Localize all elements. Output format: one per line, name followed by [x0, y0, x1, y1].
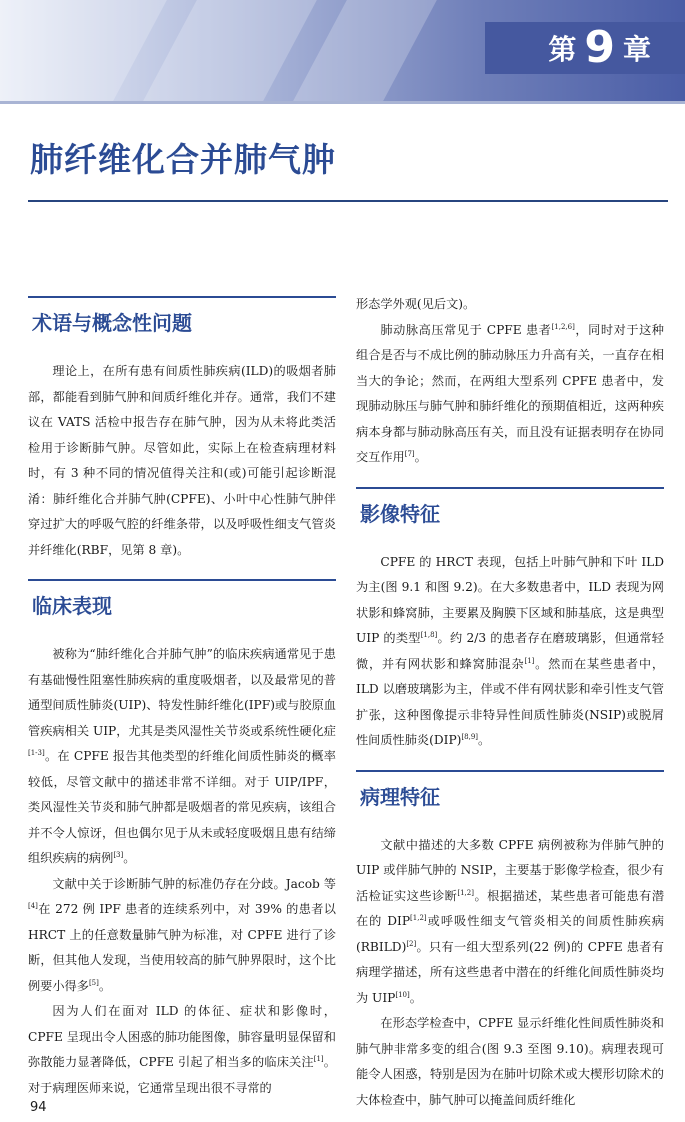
citation: [2] [406, 939, 417, 948]
section-heading-imaging: 影像特征 [356, 487, 664, 528]
paragraph: 被称为“肺纤维化合并肺气肿”的临床疾病通常见于患有基础慢性阻塞性肺疾病的重度吸烟者，以及最常见的普通型间质性肺炎(UIP)、特发性肺纤维化(IPF)或与胶原血管疾病相关 UIP，尤其是类风湿性关节炎或系统性硬化症[1-3]。在 CPFE 报告其他类型的纤维化间质性肺炎的概率较低，尽管文献中的描述非常不详细。对于 UIP/IPF，类风湿性关节炎和肺气肿都是吸烟者的常见疾病，该组合并不令人惊讶，但也偶尔见于从未或轻度吸烟且患有结缔组织疾病的病例[3]。 [28, 647, 336, 865]
section-heading-pathology: 病理特征 [356, 770, 664, 811]
citation: [8,9] [461, 732, 479, 741]
paragraph: 因为人们在面对 ILD 的体征、症状和影像时，CPFE 呈现出令人困惑的肺功能图像，肺容量明显保留和弥散能力显著降低，CPFE 引起了相当多的临床关注[1]。对于病理医师来说，它通常呈现出很不寻常的 [28, 1004, 336, 1095]
paragraph: 肺动脉高压常见于 CPFE 患者[1,2,6]，同时对于这种组合是否与不成比例的肺动脉压力升高有关，一直存在相当大的争论；然而，在两组大型系列 CPFE 患者中，发现肺动脉压与肺气肿和肺纤维化的预期值相近，这两种疾病本身都与肺动脉高压有关，而且没有证据表明存在协同交互作用[7]。 [356, 322, 664, 464]
paragraph: 文献中关于诊断肺气肿的标准仍存在分歧。Jacob 等[4]在 272 例 IPF 患者的连续系列中，对 39% 的患者以 HRCT 上的任意数量肺气肿为标准，对 CPFE 进行了诊断，但其他人发现，当使用较高的肺气肿界限时，这个比例要小得多[5]。 [28, 876, 336, 993]
banner-underline [0, 101, 685, 104]
citation: [1] [313, 1054, 324, 1063]
chapter-banner [0, 0, 685, 101]
left-column [28, 296, 336, 1101]
citation: [1,2] [410, 913, 427, 922]
right-column [356, 292, 664, 1113]
paragraph: CPFE 的 HRCT 表现，包括上叶肺气肿和下叶 ILD 为主(图 9.1 和图 9.2)。在大多数患者中，ILD 表现为网状影和蜂窝肺，主要累及胸膜下区域和肺基底，这是典型 UIP 的类型[1,8]。约 2/3 的患者存在磨玻璃影，但通常轻微，并有网状影和蜂窝肺混杂[1]。然而在某些患者中，ILD 以磨玻璃影为主，伴或不伴有网状影和牵引性支气管扩张，这种图像提示非特异性间质性肺炎(NSIP)或脱屑性间质性肺炎(DIP)[8,9]。 [356, 554, 665, 747]
citation: [5] [88, 978, 99, 987]
citation: [1,8] [420, 630, 438, 639]
paragraph: 理论上，在所有患有间质性肺疾病(ILD)的吸烟者肺部，都能看到肺气肿和间质纤维化并存。通常，我们不建议在 VATS 活检中报告存在肺气肿，因为从未将此类活检用于诊断肺气肿。尽管如此，实际上在检查病理材料时，有 3 种不同的情况值得关注和(或)可能引起诊断混淆：肺纤维化合并肺气肿(CPFE)、小叶中心性肺气肿伴穿过扩大的呼吸气腔的纤维条带，以及呼吸性细支气管炎并纤维化(RBF，见第 8 章)。 [28, 364, 336, 557]
title-rule [28, 200, 668, 202]
page-title: 肺纤维化合并肺气肿 [30, 140, 336, 179]
paragraph: 在形态学检查中，CPFE 显示纤维化性间质性肺炎和肺气肿非常多变的组合(图 9.3 至图 9.10)。病理表现可能令人困惑，特别是因为在肺叶切除术或大楔形切除术的大体检查中，肺气肿可以掩盖间质纤维化 [356, 1016, 664, 1107]
page-number: 94 [30, 1100, 47, 1115]
chapter-number: 9 [584, 22, 615, 73]
paragraph: 文献中描述的大多数 CPFE 病例被称为伴肺气肿的 UIP 或伴肺气肿的 NSIP，主要基于影像学检查，很少有活检证实这些诊断[1,2]。根据描述，某些患者可能患有潜在的 DIP[1,2]或呼吸性细支气管炎相关的间质性肺疾病(RBILD)[2]。只有一组大型系列(22 例)的 CPFE 患者有病理学描述，所有这些患者中潜在的纤维化间质性肺炎均为 UIP[10]。 [356, 837, 665, 1005]
citation: [7] [404, 449, 415, 458]
citation: [10] [395, 990, 410, 999]
citation: [4] [28, 901, 38, 910]
paragraph: 形态学外观(见后文)。 [356, 297, 476, 311]
section-heading-clinical: 临床表现 [28, 579, 336, 620]
citation: [1,2] [457, 888, 474, 897]
citation: [3] [113, 850, 124, 859]
chapter-prefix: 第 [548, 33, 577, 66]
citation: [1,2,6] [551, 322, 575, 331]
chapter-label [548, 22, 651, 74]
citation: [1-3] [28, 748, 45, 757]
section-heading-terminology: 术语与概念性问题 [28, 296, 336, 337]
chapter-suffix: 章 [622, 33, 651, 66]
citation: [1] [524, 656, 535, 665]
